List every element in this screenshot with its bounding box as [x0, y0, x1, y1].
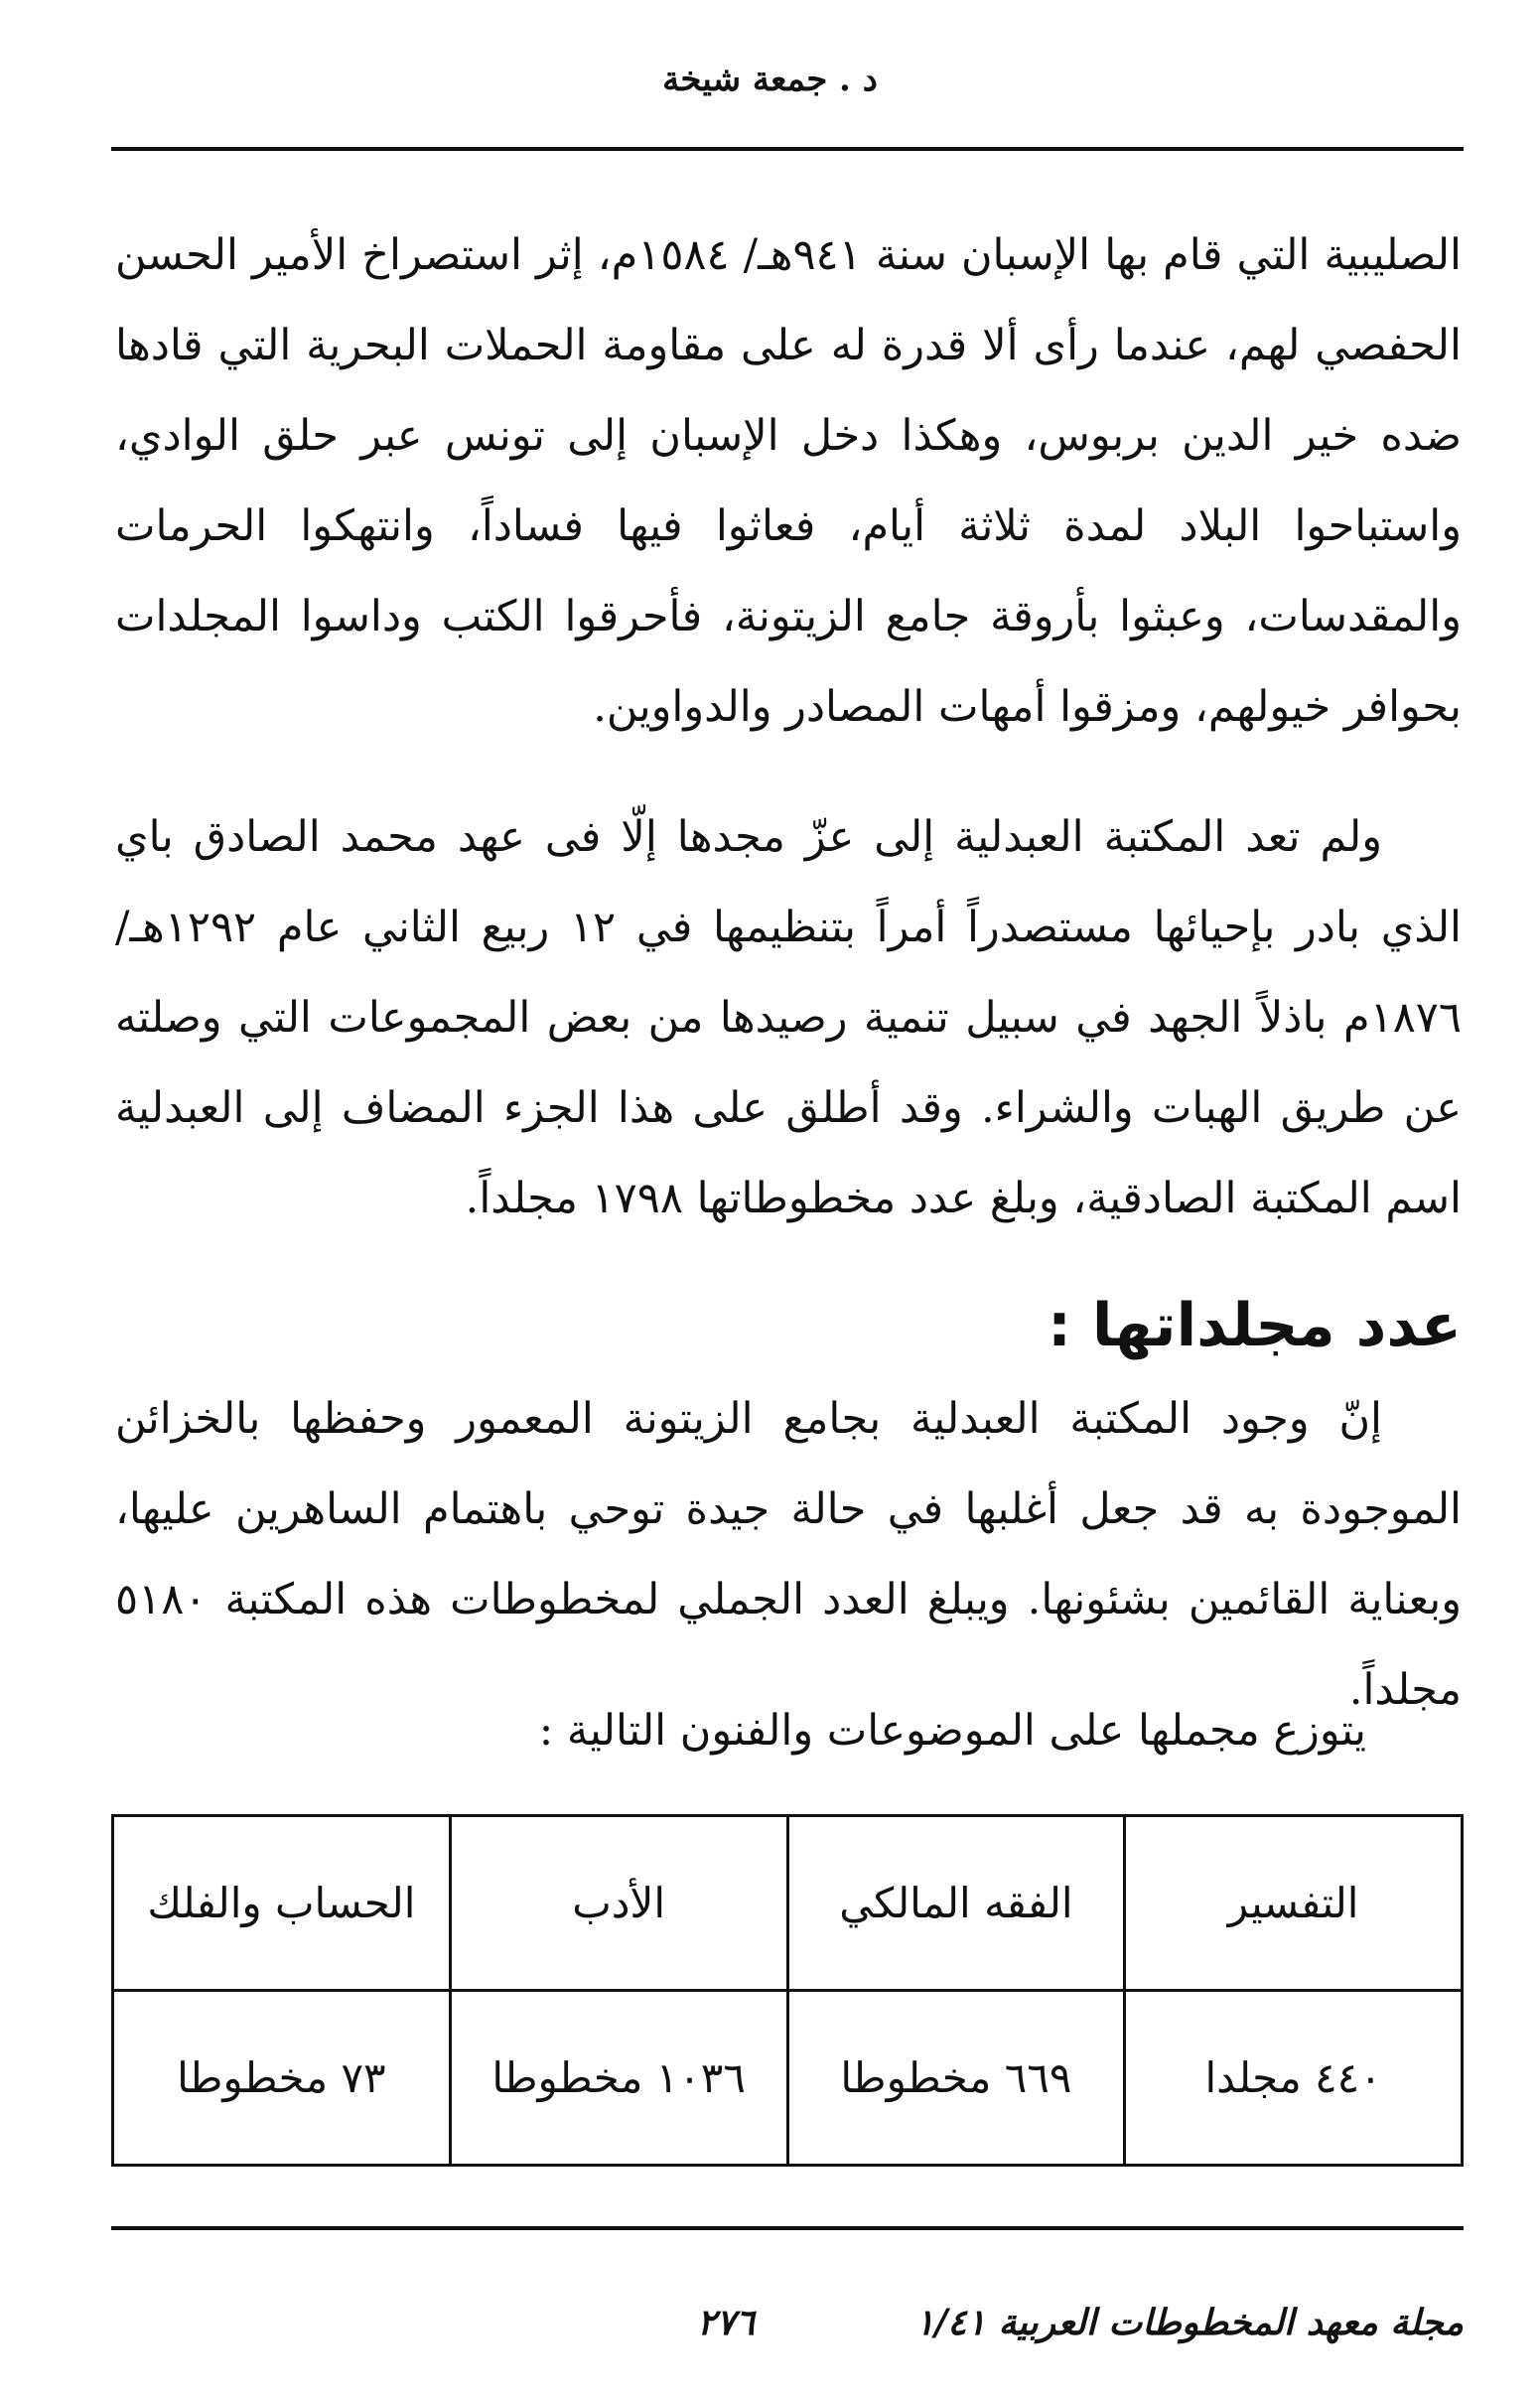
manuscript-stats-table: [111, 1814, 1464, 2167]
table-header-cell: الأدب: [450, 1816, 787, 1991]
table-header-cell: الفقه المالكي: [787, 1816, 1125, 1991]
table-cell: ٤٤٠ مجلدا: [1125, 1991, 1463, 2166]
paragraph-2: ولم تعد المكتبة العبدلية إلى عزّ مجدها إلّا فى عهد محمد الصادق باي الذي بادر بإحيائها مستصدراً أمراً بتنظيمها في ١٢ ربيع الثاني عام ١٢٩٢هـ/ ١٨٧٦م باذلاً الجهد في سبيل تنمية رصيدها من بعض المجموعات التي وصلته عن طريق الهبات والشراء. وقد أطلق على هذا الجزء المضاف إلى العبدلية اسم المكتبة الصادقية، وبلغ عدد مخطوطاتها ١٧٩٨ مجلداً.: [115, 812, 1462, 1223]
paragraph-1: الصليبية التي قام بها الإسبان سنة ٩٤١هـ/ ١٥٨٤م، إثر استصراخ الأمير الحسن الحفصي لهم، عندما رأى ألا قدرة له على مقاومة الحملات البحرية التي قادها ضده خير الدين بربوس، وهكذا دخل الإسبان إلى تونس عبر حلق الوادي، واستباحوا البلاد لمدة ثلاثة أيام، فعاثوا فيها فساداً، وانتهكوا الحرمات والمقدسات، وعبثوا بأروقة جامع الزيتونة، فأحرقوا الكتب وداسوا المجلدات بحوافر خيولهم، ومزقوا أمهات المصادر والدواوين.: [115, 230, 1462, 732]
table-cell: ٧٣ مخطوطا: [113, 1991, 451, 2166]
table-row: [113, 1991, 1463, 2166]
table-cell: ٦٦٩ مخطوطا: [787, 1991, 1125, 2166]
header-divider: [111, 147, 1464, 151]
table-header-row: [113, 1816, 1463, 1991]
running-header-author: د . جمعة شيخة: [662, 60, 878, 99]
footer-divider: [111, 2226, 1464, 2230]
page-number: ٢٧٦: [697, 2302, 756, 2343]
table-header-cell: الحساب والفلك: [113, 1816, 451, 1991]
table-cell: ١٠٣٦ مخطوطا: [450, 1991, 787, 2166]
page-footer: [111, 2302, 1464, 2361]
table-intro: يتوزع مجملها على الموضوعات والفنون التالية :: [538, 1706, 1366, 1756]
table-header-cell: التفسير: [1125, 1816, 1463, 1991]
journal-citation: مجلة معهد المخطوطات العربية ١/٤١: [914, 2302, 1464, 2343]
section-heading: عدد مجلداتها :: [1048, 1291, 1462, 1360]
section-paragraph: إنّ وجود المكتبة العبدلية بجامع الزيتونة المعمور وحفظها بالخزائن الموجودة به قد جعل أغلبها في حالة جيدة توحي باهتمام الساهرين عليها، وبعناية القائمين بشئونها. ويبلغ العدد الجملي لمخطوطات هذه المكتبة ٥١٨٠ مجلداً.: [115, 1394, 1462, 1715]
